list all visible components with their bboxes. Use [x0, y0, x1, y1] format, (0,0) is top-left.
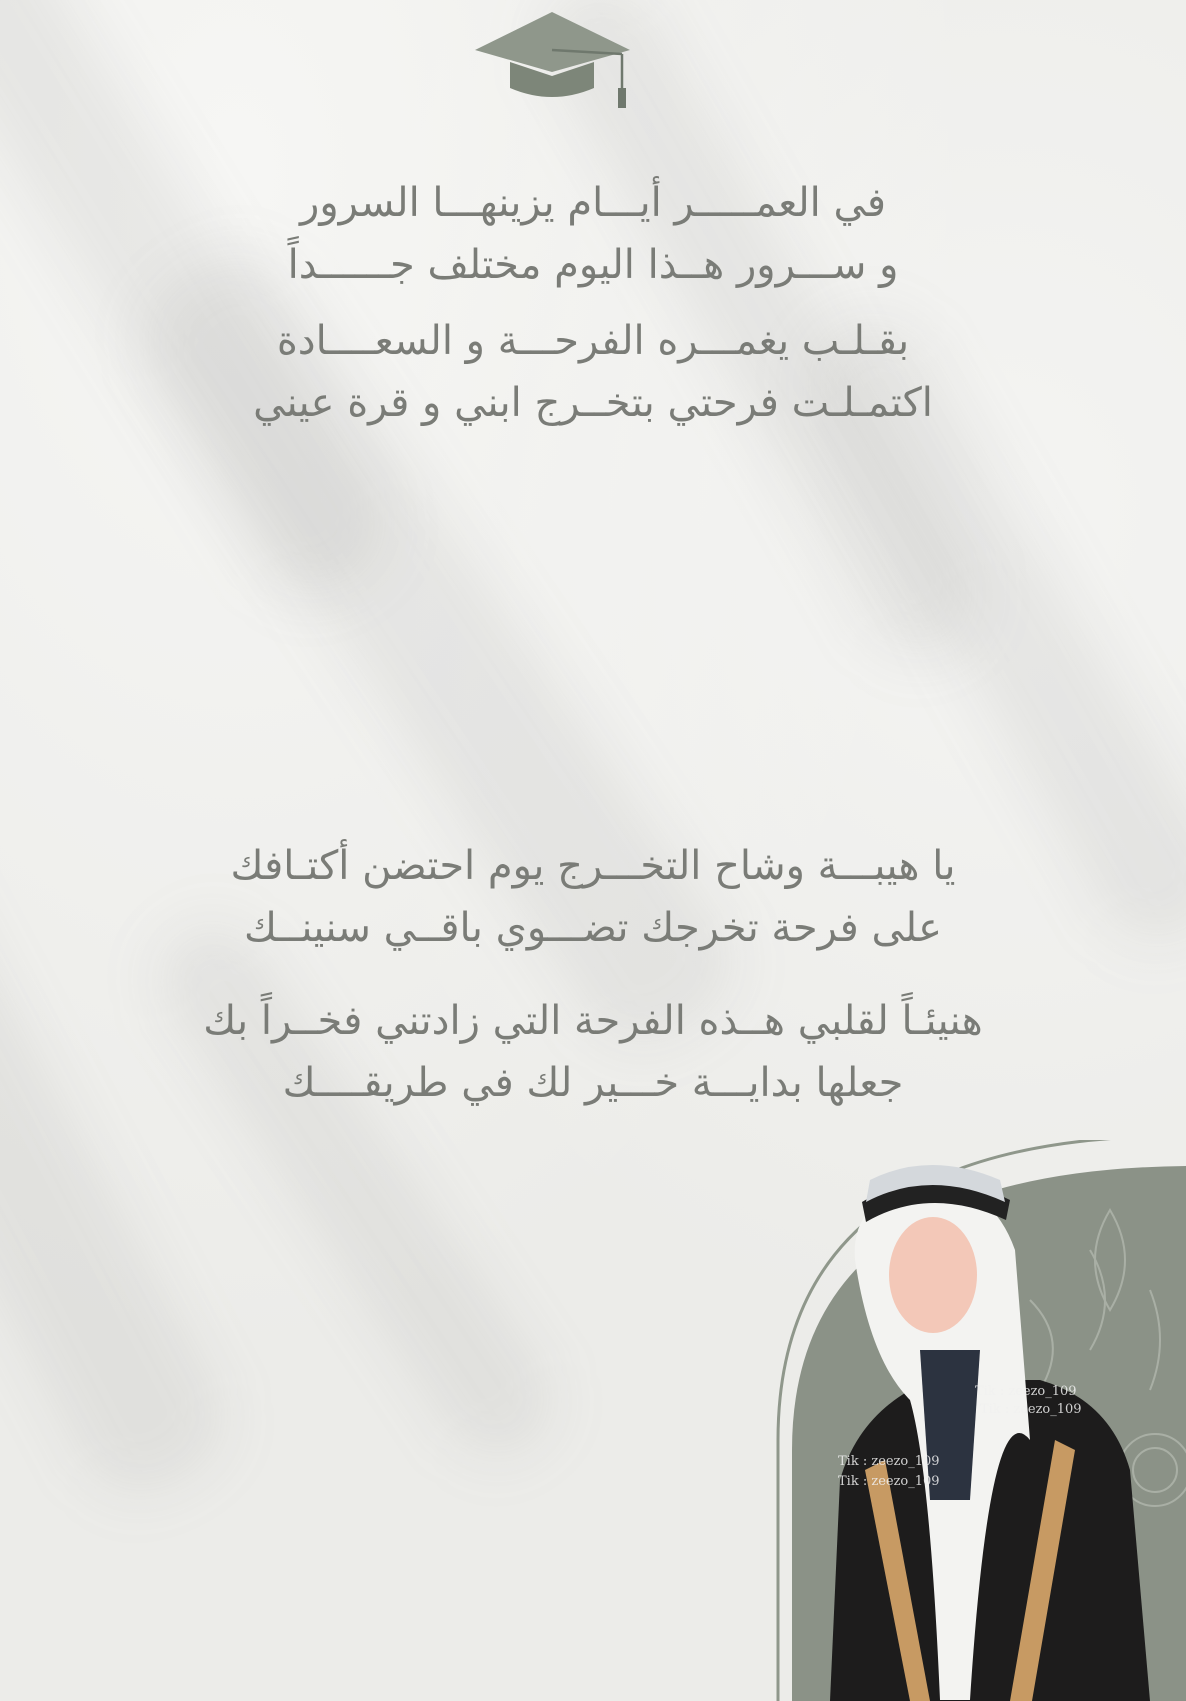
verse-1	[0, 172, 1186, 296]
verse-line: يا هيبـــة وشاح التخـــرج يوم احتضن أكتـافك	[230, 843, 956, 889]
verse-line: هنيئـاً لقلبي هــذه الفرحة التي زادتني فخــراً بك	[203, 998, 983, 1044]
verse-line: في العمـــــر أيـــام يزينهـــا السرور	[300, 180, 886, 226]
graduate-portrait	[770, 1140, 1186, 1701]
verse-4	[0, 990, 1186, 1114]
verse-3	[0, 835, 1186, 959]
watermark-text: Tik : zeezo_109	[838, 1474, 940, 1489]
verse-line: و ســـرور هــذا اليوم مختلف جــــــداً	[287, 242, 899, 288]
watermark-text: Tik : zeezo_109	[980, 1402, 1082, 1417]
verse-line: اكتمـلـت فرحتي بتخــرج ابني و قرة عيني	[253, 380, 933, 426]
verse-line: جعلها بدايـــة خـــير لك في طريقــــك	[282, 1060, 904, 1106]
watermark-text: Tik : zeezo_109	[975, 1384, 1077, 1399]
face	[889, 1217, 977, 1333]
verse-line: على فرحة تخرجك تضـــوي باقــي سنينــك	[244, 905, 942, 951]
verse-line: بقـلـب يغمـــره الفرحـــة و السعــــادة	[276, 318, 910, 364]
verse-2	[0, 310, 1186, 434]
watermark-text: Tik : zeezo_109	[838, 1454, 940, 1469]
graduation-cap-icon	[470, 10, 635, 110]
